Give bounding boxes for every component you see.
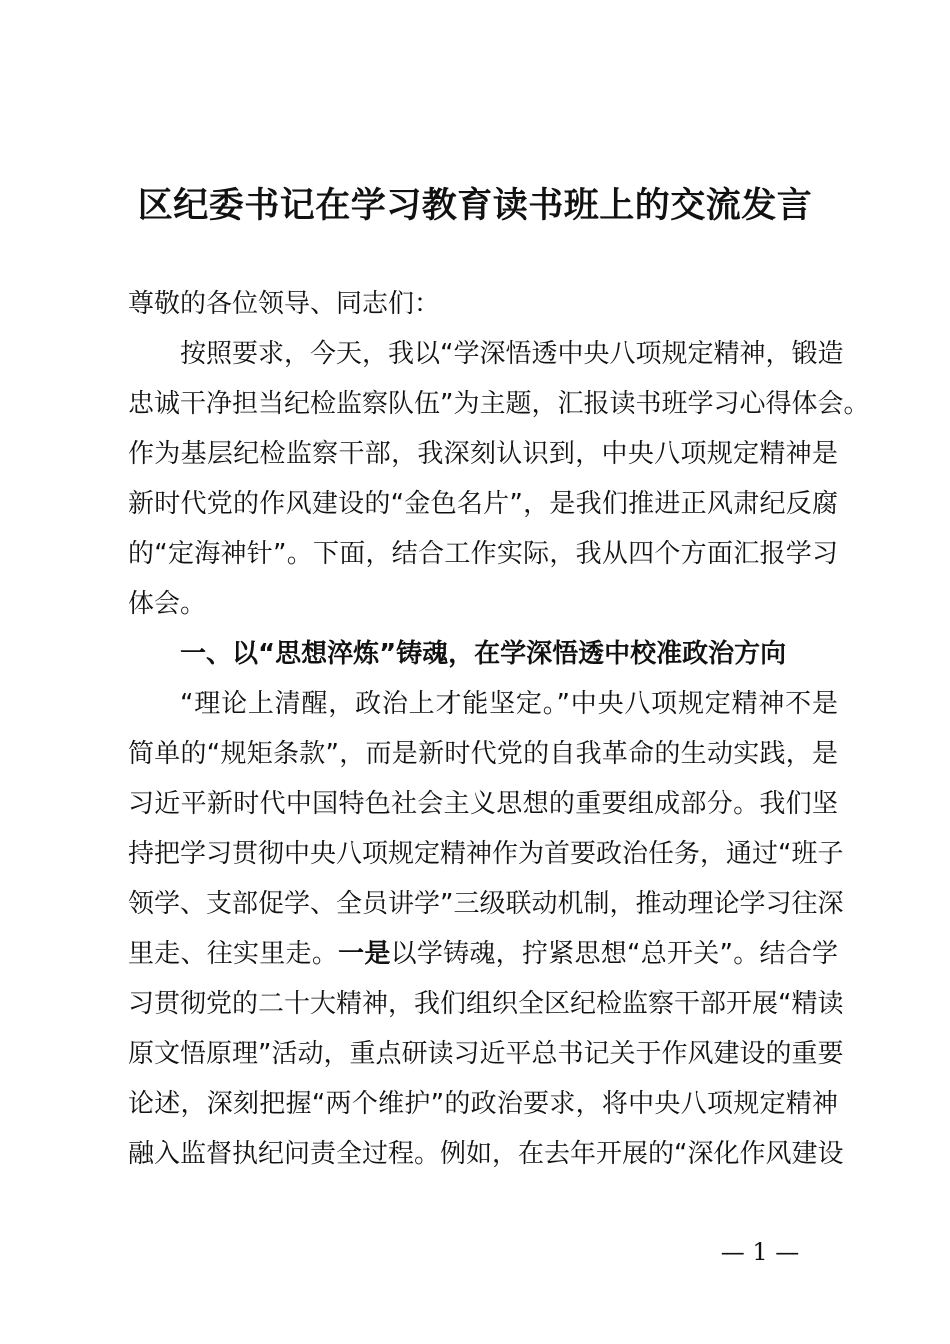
paragraph-line: 的“定海神针”。下面，结合工作实际，我从四个方面汇报学习 xyxy=(128,539,838,569)
paragraph-line: 融入监督执纪问责全过程。例如，在去年开展的“深化作风建设 xyxy=(128,1139,844,1169)
paragraph-line: 领学、支部促学、全员讲学”三级联动机制，推动理论学习往深 xyxy=(128,889,844,919)
paragraph-line: 按照要求，今天，我以“学深悟透中央八项规定精神，锻造 xyxy=(180,339,844,369)
emphasis-text: 一是 xyxy=(338,939,391,969)
line-text-pre: 里走、往实里走。 xyxy=(128,939,339,969)
paragraph-line: 作为基层纪检监察干部，我深刻认识到，中央八项规定精神是 xyxy=(128,439,838,469)
paragraph-line: 持把学习贯彻中央八项规定精神作为首要政治任务，通过“班子 xyxy=(128,839,844,869)
paragraph-line: “理论上清醒，政治上才能坚定。”中央八项规定精神不是 xyxy=(180,689,838,719)
paragraph-line: 习近平新时代中国特色社会主义思想的重要组成部分。我们坚 xyxy=(128,789,838,819)
paragraph-line: 习贯彻党的二十大精神，我们组织全区纪检监察干部开展“精读 xyxy=(128,989,844,1019)
paragraph-line: 简单的“规矩条款”，而是新时代党的自我革命的生动实践，是 xyxy=(128,739,838,769)
section-heading: 一、以“思想淬炼”铸魂，在学深悟透中校准政治方向 xyxy=(180,639,787,669)
line-text-post: 以学铸魂，拧紧思想“总开关”。结合学 xyxy=(390,939,838,969)
paragraph-line: 体会。 xyxy=(128,589,207,619)
greeting: 尊敬的各位领导、同志们： xyxy=(128,289,441,319)
page-number: — 1 — xyxy=(720,1238,800,1266)
paragraph-line: 新时代党的作风建设的“金色名片”，是我们推进正风肃纪反腐 xyxy=(128,489,838,519)
paragraph-line: 忠诚干净担当纪检监察队伍”为主题，汇报读书班学习心得体会。 xyxy=(128,389,870,419)
paragraph-line-with-emphasis xyxy=(128,929,838,979)
paragraph-line: 论述，深刻把握“两个维护”的政治要求，将中央八项规定精神 xyxy=(128,1089,838,1119)
document-title: 区纪委书记在学习教育读书班上的交流发言 xyxy=(137,186,813,226)
paragraph-line: 原文悟原理”活动，重点研读习近平总书记关于作风建设的重要 xyxy=(128,1039,844,1069)
